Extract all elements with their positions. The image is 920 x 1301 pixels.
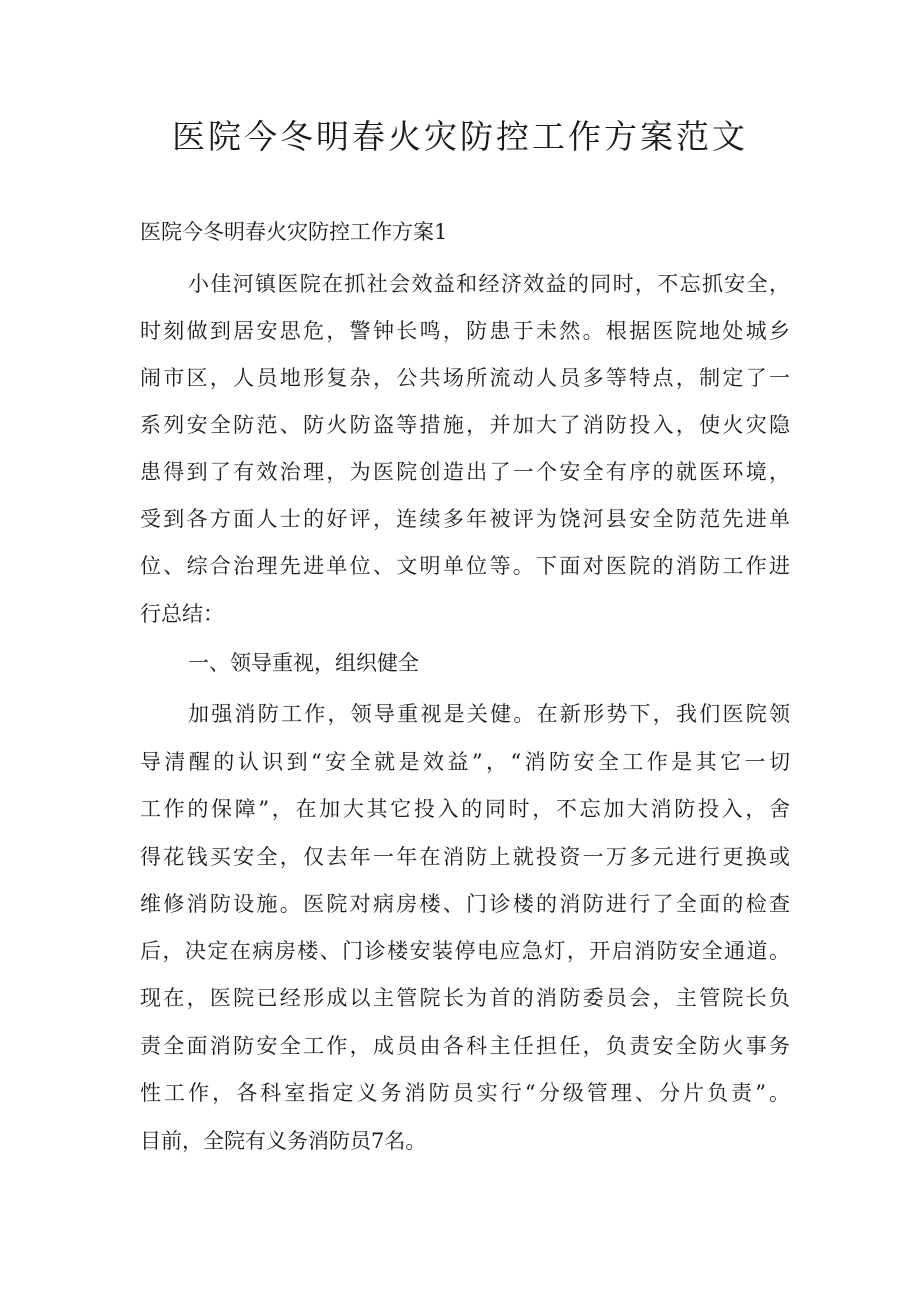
paragraph-line: 闹市区，人员地形复杂，公共场所流动人员多等特点，制定了一 (140, 366, 790, 390)
paragraph-line: 患得到了有效治理，为医院创造出了一个安全有序的就医环境， (140, 460, 790, 484)
paragraph-line: 得花钱买安全，仅去年一年在消防上就投资一万多元进行更换或 (140, 845, 790, 869)
paragraph-line: 导清醒的认识到“安全就是效益”，“消防安全工作是其它一切 (140, 750, 790, 774)
paragraph-line: 后，决定在病房楼、门诊楼安装停电应急灯，开启消防安全通道。 (140, 939, 790, 963)
section-subtitle: 医院今冬明春火灾防控工作方案1 (140, 220, 448, 244)
paragraph-line: 系列安全防范、防火防盗等措施，并加大了消防投入，使火灾隐 (140, 413, 790, 437)
paragraph-line: 加强消防工作，领导重视是关健。在新形势下，我们医院领 (188, 702, 790, 726)
paragraph-line: 受到各方面人士的好评，连续多年被评为饶河县安全防范先进单 (140, 507, 790, 531)
paragraph-line: 性工作，各科室指定义务消防员实行“分级管理、分片负责”。 (140, 1081, 790, 1105)
paragraph-line: 行总结： (140, 602, 224, 626)
paragraph-line: 目前，全院有义务消防员7名。 (140, 1129, 427, 1153)
paragraph-line: 责全面消防安全工作，成员由各科主任担任，负责安全防火事务 (140, 1034, 790, 1058)
paragraph-line: 位、综合治理先进单位、文明单位等。下面对医院的消防工作进 (140, 554, 790, 578)
paragraph-line: 时刻做到居安思危，警钟长鸣，防患于未然。根据医院地处城乡 (140, 319, 790, 343)
document-title: 医院今冬明春火灾防控工作方案范文 (172, 117, 748, 156)
section-heading: 一、领导重视，组织健全 (188, 651, 419, 675)
paragraph-line: 工作的保障”，在加大其它投入的同时，不忘加大消防投入，舍 (140, 797, 790, 821)
paragraph-line: 现在，医院已经形成以主管院长为首的消防委员会，主管院长负 (140, 986, 790, 1010)
paragraph-line: 小佳河镇医院在抓社会效益和经济效益的同时，不忘抓安全， (188, 272, 790, 296)
paragraph-line: 维修消防设施。医院对病房楼、门诊楼的消防进行了全面的检查 (140, 892, 790, 916)
